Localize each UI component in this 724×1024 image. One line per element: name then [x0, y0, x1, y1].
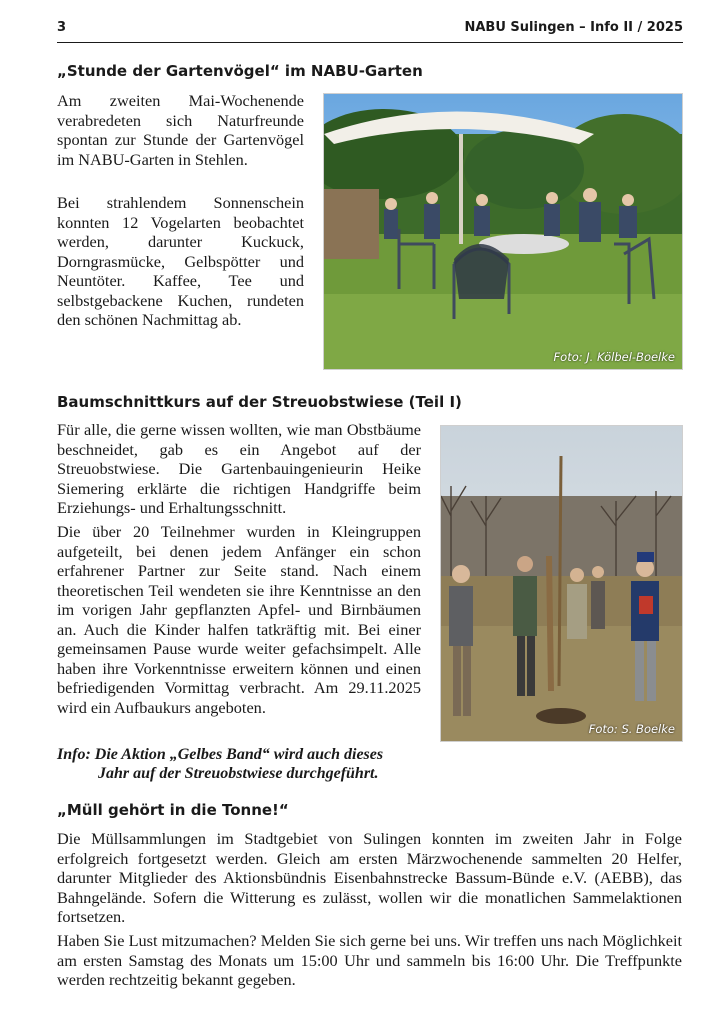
section-title-garden-birds: „Stunde der Gartenvögel“ im NABU-Garten: [57, 62, 423, 80]
article-paragraph: Bei strahlendem Sonnenschein konnten 12 Vogelarten beobachtet werden, darunter Kuckuck, Dorngrasmücke, Gelbspötter und Neuntöter. Kaffee, Tee und selbstgebackene Kuchen, rundeten den schönen Nachmittag ab.: [57, 193, 304, 329]
section-title-waste-collection: „Müll gehört in die Tonne!“: [57, 801, 289, 819]
publication-title: NABU Sulingen – Info II / 2025: [464, 20, 683, 35]
garden-party-illustration: [324, 94, 682, 369]
page-number: 3: [57, 20, 67, 35]
article-paragraph: Die Müllsammlungen im Stadtgebiet von Sulingen konnten im zweiten Jahr in Folge erfolgreich fortgesetzt werden. Gleich am ersten Märzwochenende sammelten 20 Helfer, darunter Mitglieder des Aktionsbündnis Eisenbahnstrecke Bassum-Bünde e.V. (AEBB), das Bahngelände. Sofern die Witterung es zulässt, wollen wir die monatlichen Sammelaktionen fortsetzen.: [57, 829, 682, 926]
photo-credit: Foto: S. Boelke: [588, 722, 675, 736]
info-note-line-1: Info: Die Aktion „Gelbes Band“ wird auch dieses: [57, 746, 384, 763]
orchard-illustration: [441, 426, 682, 741]
section-title-tree-pruning: Baumschnittkurs auf der Streuobstwiese (Teil I): [57, 393, 462, 411]
article-paragraph: Für alle, die gerne wissen wollten, wie man Obstbäume beschneidet, gab es ein Angebot auf der Streuobstwiese. Die Gartenbauingenieurin Heike Siemering erklärte die richtigen Handgriffe beim Erziehungs- und Erhaltungsschnitt.: [57, 420, 421, 517]
article-paragraph: Die über 20 Teilnehmer wurden in Kleingruppen aufgeteilt, bei denen jedem Anfänger ein schon erfahrener Partner zur Seite stand. Nach einem theoretischen Teil wendeten sie ihre Kenntnisse an den im vorigen Jahr gepflanzten Apfel- und Birnbäumen an. Auch die Kinder halfen tatkräftig mit. Bei einer gemeinsamen Pause wurde weiter gefachsimpelt. Alle haben ihre Vorkenntnisse erweitern können und einen befriedigenden Vormittag verbracht. Am 29.11.2025 wird ein Aufbaukurs angeboten.: [57, 522, 421, 717]
info-note-line-2: Jahr auf der Streuobstwiese durchgeführt.: [98, 765, 379, 782]
article-paragraph: Haben Sie Lust mitzumachen? Melden Sie sich gerne bei uns. Wir treffen uns nach Möglichkeit am ersten Samstag des Monats um 15:00 Uhr und sammeln bis 16:00 Uhr. Die Treffpunkte werden rechtzeitig bekannt gegeben.: [57, 931, 682, 989]
article-paragraph: Am zweiten Mai-Wochenende verabredeten sich Naturfreunde spontan zur Stunde der Gartenvögel im NABU-Garten in Stehlen.: [57, 91, 304, 169]
garden-birds-photo: [323, 93, 683, 370]
page-header: [57, 18, 683, 43]
photo-credit: Foto: J. Kölbel-Boelke: [553, 350, 675, 364]
tree-pruning-photo: [440, 425, 683, 742]
